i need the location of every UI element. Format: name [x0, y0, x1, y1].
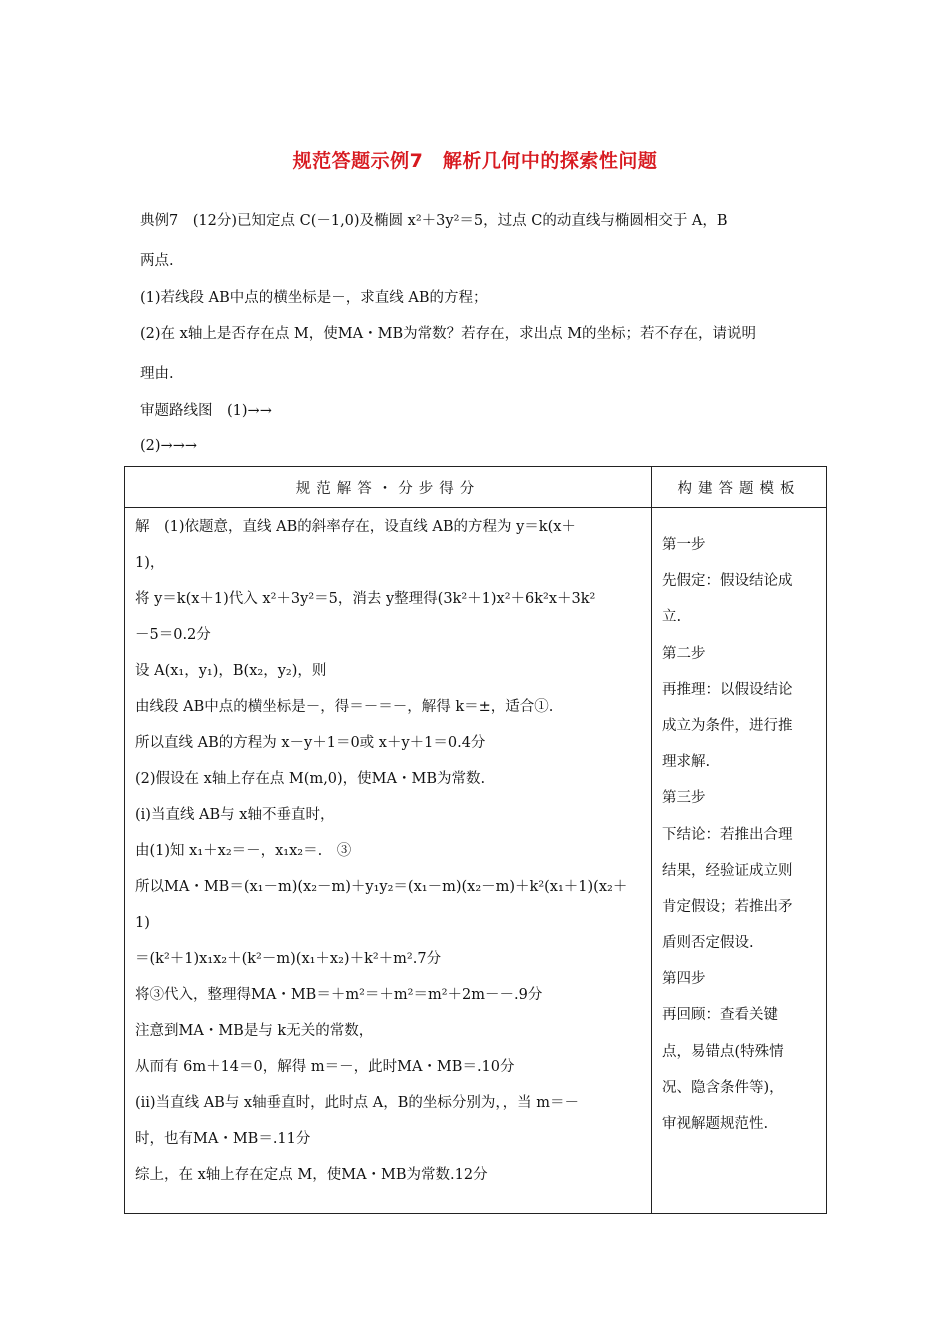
solution-line: (2)假设在 x轴上存在点 M(m,0)，使MA・MB为常数.	[135, 771, 486, 787]
question-2-line-2: 理由.	[140, 366, 174, 382]
solution-line: 1)	[135, 915, 150, 931]
template-line: 第一步	[662, 537, 706, 553]
solution-line: 由(1)知 x₁＋x₂＝－，x₁x₂＝. ③	[135, 843, 352, 859]
solution-line: 将③代入，整理得MA・MB＝＋m²＝＋m²＝m²＋2m－－.9分	[135, 987, 543, 1003]
solution-line: 设 A(x₁，y₁)，B(x₂，y₂)，则	[135, 663, 327, 679]
template-line: 立.	[662, 609, 682, 626]
solution-line: 所以直线 AB的方程为 x－y＋1＝0或 x＋y＋1＝0.4分	[135, 735, 486, 751]
template-line: 再推理：以假设结论	[662, 681, 793, 698]
solution-line: 解 (1)依题意，直线 AB的斜率存在，设直线 AB的方程为 y＝k(x＋	[135, 519, 576, 535]
solution-line: ＝(k²＋1)x₁x₂＋(k²－m)(x₁＋x₂)＋k²＋m².7分	[135, 951, 442, 967]
template-line: 点，易错点(特殊情	[662, 1043, 784, 1060]
solution-line: 所以MA・MB＝(x₁－m)(x₂－m)＋y₁y₂＝(x₁－m)(x₂－m)＋k²(x₁＋1)(x₂＋	[135, 879, 628, 895]
solution-line: 时，也有MA・MB＝.11分	[135, 1131, 311, 1147]
template-line: 盾则否定假设.	[662, 935, 754, 952]
template-line: 第三步	[662, 790, 706, 807]
template-line: 第四步	[662, 971, 706, 988]
template-line: 理求解.	[662, 754, 711, 771]
solution-line: 将 y＝k(x＋1)代入 x²＋3y²＝5，消去 y整理得(3k²＋1)x²＋6k²x＋3k²	[135, 591, 596, 607]
template-line: 结果，经验证成立则	[662, 862, 793, 879]
template-line: 审视解题规范性.	[662, 1116, 769, 1132]
template-line: 况、隐含条件等)，	[662, 1079, 784, 1096]
template-line: 下结论：若推出合理	[662, 826, 793, 843]
route-diagram-2: (2)→→→	[140, 438, 197, 454]
question-2-line-1: (2)在 x轴上是否存在点 M，使MA・MB为常数？若存在，求出点 M的坐标；若不存在，请说明	[140, 326, 757, 342]
solution-line: 注意到MA・MB是与 k无关的常数，	[135, 1023, 374, 1039]
solution-line: 综上，在 x轴上存在定点 M，使MA・MB为常数.12分	[135, 1167, 488, 1183]
route-diagram-1: 审题路线图 (1)→→	[140, 403, 272, 419]
template-line: 先假定：假设结论成	[662, 573, 793, 590]
header-template: 构建答题模板	[652, 467, 827, 508]
template-line: 成立为条件，进行推	[662, 717, 793, 734]
solution-line: －5＝0.2分	[135, 627, 211, 643]
solution-lines	[125, 508, 651, 1198]
solution-table	[124, 466, 827, 1214]
page-title: 规范答题示例7 解析几何中的探索性问题	[292, 150, 658, 172]
template-line: 第二步	[662, 645, 706, 662]
solution-line: 1)，	[135, 555, 165, 571]
question-1: (1)若线段 AB中点的横坐标是－，求直线 AB的方程；	[140, 290, 488, 306]
solution-line: (ⅰ)当直线 AB与 x轴不垂直时，	[135, 807, 335, 823]
solution-cell	[125, 508, 652, 1214]
template-cell	[652, 508, 827, 1214]
solution-line: (ⅱ)当直线 AB与 x轴垂直时，此时点 A，B的坐标分别为，，当 m＝－	[135, 1095, 579, 1111]
solution-line: 由线段 AB中点的横坐标是－，得＝－＝－，解得 k＝±，适合①.	[135, 699, 554, 715]
template-lines	[652, 508, 826, 1147]
solution-line: 从而有 6m＋14＝0，解得 m＝－，此时MA・MB＝.10分	[135, 1059, 515, 1075]
example-statement-line-1: 典例7 (12分)已知定点 C(－1,0)及椭圆 x²＋3y²＝5，过点 C的动直线与椭圆相交于 A，B	[140, 213, 728, 229]
example-statement-line-2: 两点.	[140, 253, 174, 269]
template-line: 肯定假设；若推出矛	[662, 898, 793, 915]
template-line: 再回顾：查看关键	[662, 1007, 778, 1024]
header-solution: 规范解答・分步得分	[125, 467, 652, 508]
